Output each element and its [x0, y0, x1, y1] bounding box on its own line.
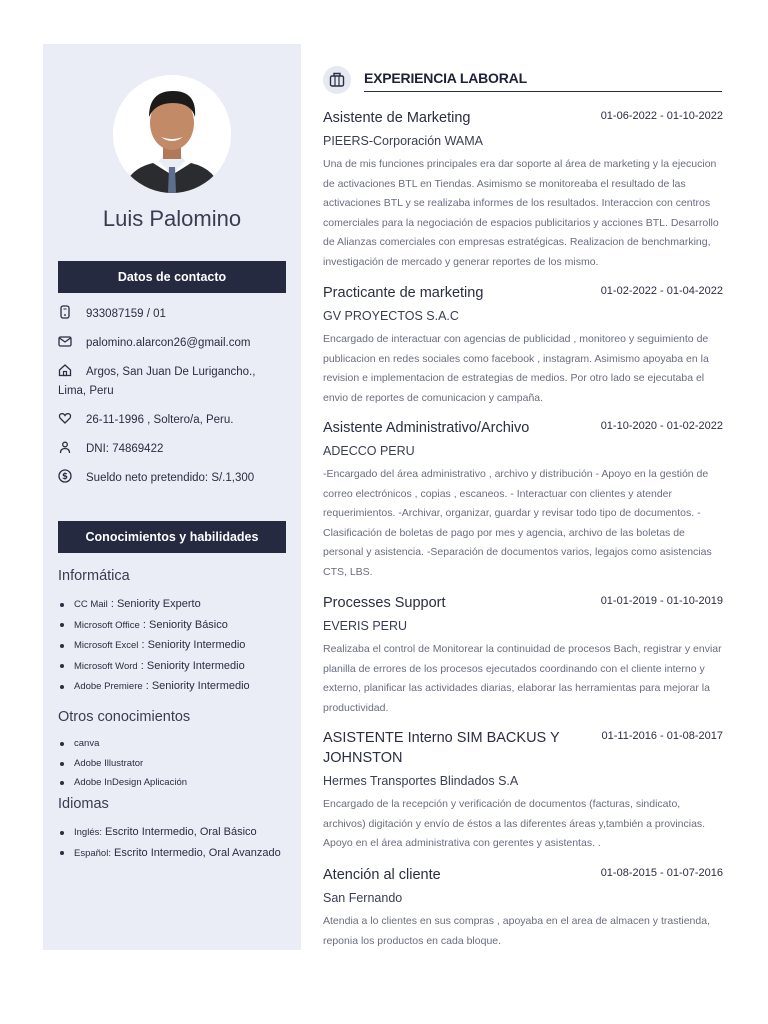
contact-birth: 26-11-1996 , Soltero/a, Peru.: [58, 411, 286, 430]
job-entry: [323, 108, 723, 273]
idiomas-title: Idiomas: [58, 796, 109, 812]
job-company: PIEERS-Corporación WAMA: [323, 134, 483, 148]
job-company: GV PROYECTOS S.A.C: [323, 309, 459, 323]
job-title: Processes Support: [323, 595, 446, 611]
job-company: San Fernando: [323, 891, 403, 905]
experience-title: EXPERIENCIA LABORAL: [364, 70, 527, 86]
job-description: Realizaba el control de Monitorear la continuidad de procesos Bach, registrar y enviar planilla de errores de los procesos ejecutados coordinando con el cliente interno y externo, planificar las actividades diarias, elaborar las herramientas para mejorar la productividad.: [323, 643, 722, 714]
contact-phone: 933087159 / 01: [58, 305, 286, 324]
divider: [364, 91, 722, 92]
otros-list: [58, 734, 293, 793]
list-item: Adobe Premiere : Seniority Intermedio: [58, 676, 293, 697]
job-description: -Encargado del área administrativo , archivo y distribución - Apoyo en la gestión de correo electrónicos , copias , escaneos. - Interactuar con clientes y atender requerimientos. -Archivar, organizar, guardar y revisar todo tipo de documentos. -Clasificación de boletas de pago por mes y agencia, archivo de las boletas de personal y asistencia. -Separación de documentos varios, legajos como asistencias CTS, LBS.: [323, 468, 712, 578]
informatica-title: Informática: [58, 568, 130, 584]
candidate-name: Luis Palomino: [102, 206, 242, 231]
job-description: Encargado de interactuar con agencias de publicidad , monitoreo y seguimiento de publicacion en redes sociales como facebook , instagram. Asimismo apoyaba en la revision e implementacion de estrategias de medios. Por otro lado se ejecutaba el envio de reportes de comunicacion y campaña.: [323, 333, 709, 404]
skills-heading: Conocimientos y habilidades: [58, 521, 286, 553]
list-item: canva: [58, 734, 293, 754]
job-company: Hermes Transportes Blindados S.A: [323, 774, 519, 788]
job-company: ADECCO PERU: [323, 444, 415, 458]
job-entry: [323, 728, 723, 854]
job-description: Una de mis funciones principales era dar soporte al área de marketing y la ejecucion de activaciones BTL en Tiendas. Asimismo se monitoreaba el resultado de las activaciones BTL y se realizaba informes de los resultados. Interaccion con centros comerciales para la negociación de espacios publicitarios y acciones BTL. Desarrollo de Alianzas comerciales con empresas estratégicas. Realizacion de benchmarking, investigación de mercado y generar reportes de los mismo.: [323, 158, 719, 268]
job-title: Asistente de Marketing: [323, 110, 471, 126]
svg-text:$: $: [62, 472, 68, 483]
job-title: Atención al cliente: [323, 867, 441, 883]
contact-dni: DNI: 74869422: [58, 440, 286, 459]
job-description: Atendia a lo clientes en sus compras , apoyaba en el area de almacen y trastienda, reponia los productos en cada bloque.: [323, 915, 710, 947]
list-item: CC Mail : Seniority Experto: [58, 594, 293, 615]
job-dates: 01-02-2022 - 01-04-2022: [600, 285, 723, 297]
list-item: Microsoft Excel : Seniority Intermedio: [58, 635, 293, 656]
job-dates: 01-10-2020 - 01-02-2022: [600, 420, 723, 432]
home-icon: [58, 363, 72, 377]
heart-icon: [58, 411, 72, 425]
list-item: Microsoft Office : Seniority Básico: [58, 615, 293, 636]
experience-header: [323, 66, 723, 94]
job-dates: 01-11-2016 - 01-08-2017: [601, 730, 723, 742]
sidebar: [43, 44, 301, 950]
job-company: EVERIS PERU: [323, 619, 408, 633]
idiomas-list: [58, 822, 293, 863]
job-entry: [323, 283, 723, 408]
mail-icon: [58, 334, 72, 348]
job-dates: 01-06-2022 - 01-10-2022: [600, 110, 723, 122]
briefcase-icon: [323, 66, 351, 94]
contact-address: Argos, San Juan De Lurigancho., Lima, Peru: [58, 363, 282, 401]
job-entry: [323, 418, 723, 583]
job-description: Encargado de la recepción y verificación de documentos (facturas, sindicato, archivos) digitación y envío de éstos a las diferentes áreas y,también a provincias. Apoyo en el área administrativa con gerentes y asistentas. .: [323, 798, 706, 850]
person-icon: [58, 440, 72, 454]
phone-icon: [58, 305, 72, 319]
contact-salary: $ Sueldo neto pretendido: S/.1,300: [58, 469, 286, 488]
job-entry: [323, 593, 723, 718]
job-title: Practicante de marketing: [323, 285, 484, 301]
list-item: Español: Escrito Intermedio, Oral Avanzado: [58, 843, 293, 864]
list-item: Inglés: Escrito Intermedio, Oral Básico: [58, 822, 293, 843]
dollar-icon: [58, 469, 72, 483]
job-entry: [323, 865, 723, 951]
avatar: [113, 75, 231, 193]
job-dates: 01-08-2015 - 01-07-2016: [600, 867, 723, 879]
contact-heading: Datos de contacto: [58, 261, 286, 293]
otros-title: Otros conocimientos: [58, 709, 191, 725]
informatica-list: [58, 594, 293, 697]
contact-email[interactable]: palomino.alarcon26@gmail.com: [58, 334, 286, 353]
list-item: Microsoft Word : Seniority Intermedio: [58, 656, 293, 677]
job-dates: 01-01-2019 - 01-10-2019: [600, 595, 723, 607]
list-item: Adobe InDesign Aplicación: [58, 773, 293, 793]
job-title: ASISTENTE Interno SIM BACKUS Y JOHNSTON: [323, 730, 560, 766]
job-title: Asistente Administrativo/Archivo: [323, 420, 530, 436]
list-item: Adobe Illustrator: [58, 754, 293, 774]
